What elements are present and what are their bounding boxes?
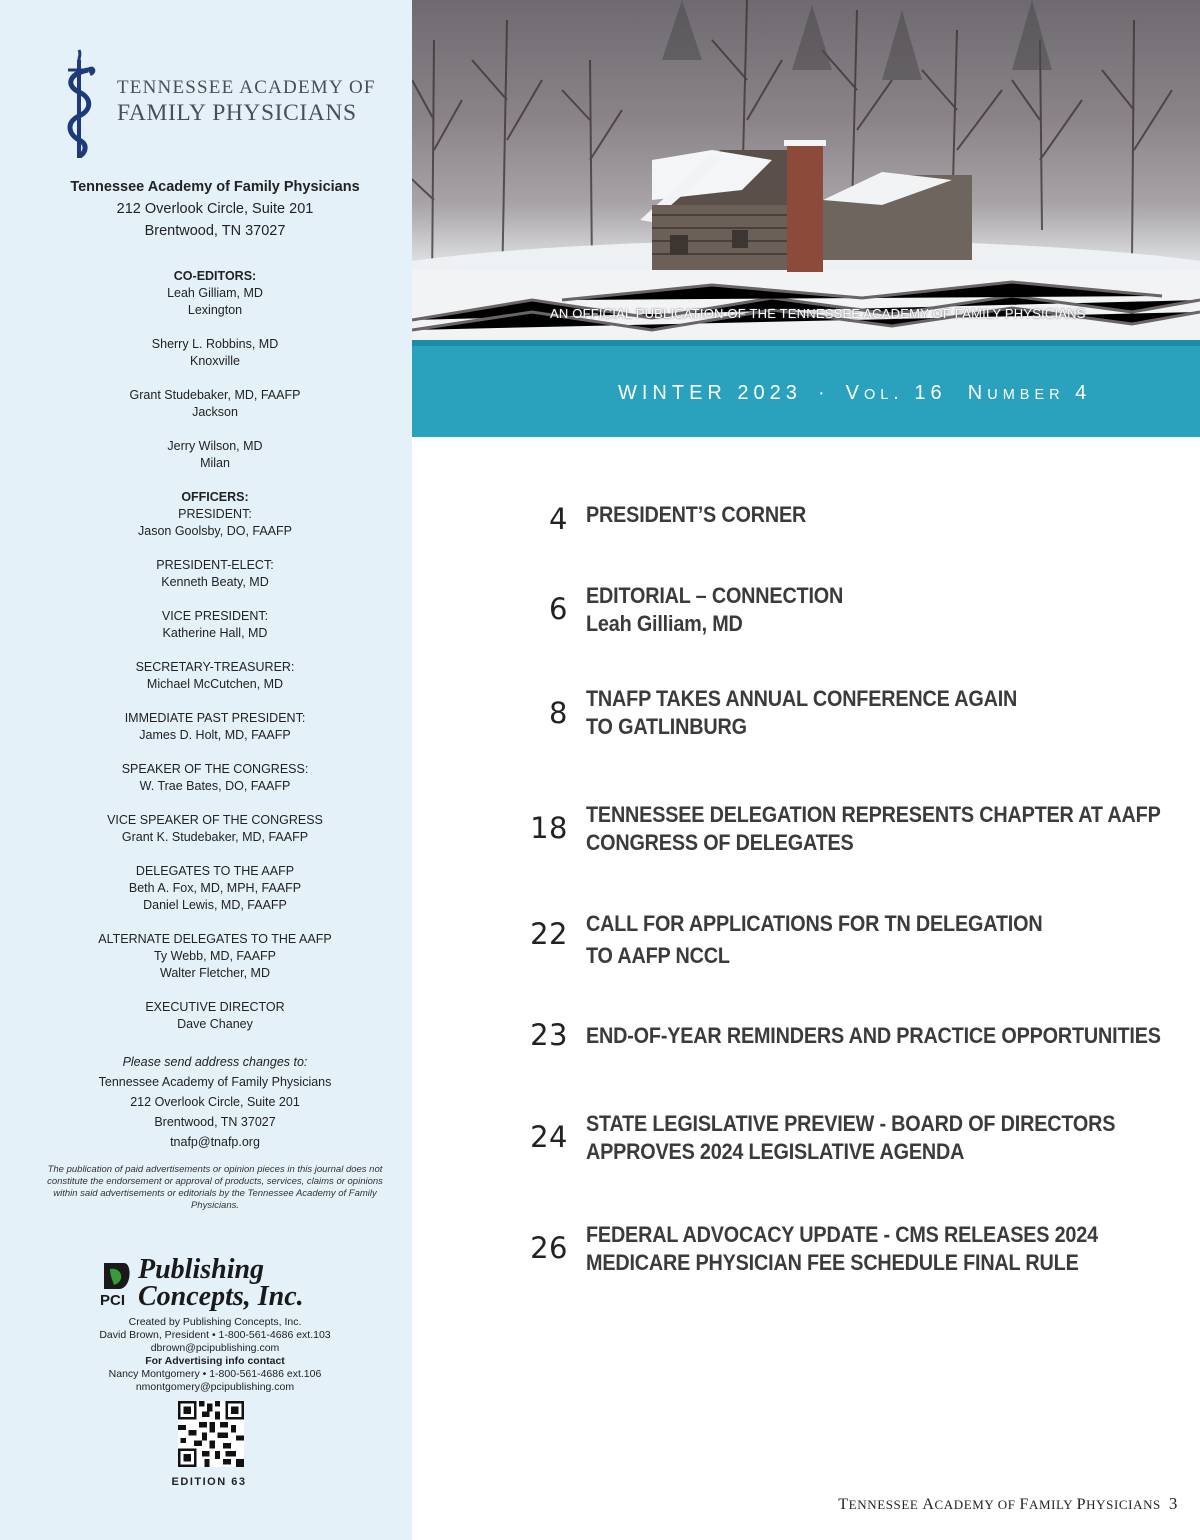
ad-contact-email-link[interactable]: nmontgomery@pcipublishing.com [135, 1381, 295, 1393]
pci-name-line-2: Concepts, Inc. [138, 1281, 304, 1312]
toc-page-number: 18 [530, 811, 568, 845]
pci-wordmark [138, 1256, 304, 1310]
volume-smallcaps: OL [863, 387, 894, 403]
officer-group [0, 999, 430, 1033]
ad-contact-line: Nancy Montgomery • 1-800-561-4686 ext.106 [108, 1368, 322, 1380]
toc-title [586, 1022, 1161, 1050]
toc-title-line: PRESIDENT’S CORNER [586, 502, 807, 527]
org-city: Brentwood, TN 37027 [144, 223, 286, 239]
officer-group [0, 761, 430, 795]
address-intro: Please send address changes to: [122, 1055, 308, 1069]
coeditor-name: Jerry Wilson, MD [167, 439, 263, 453]
number-initial: N [967, 382, 988, 404]
edition-label: EDITION 63 [171, 1476, 247, 1488]
toc-title [586, 1110, 1116, 1166]
toc-title-line: STATE LEGISLATIVE PREVIEW - BOARD OF DIRECTORS [586, 1111, 1116, 1136]
officer-name: Walter Fletcher, MD [160, 966, 270, 980]
toc-title [586, 801, 1161, 857]
publisher-credits [0, 1316, 430, 1394]
qr-code-icon[interactable] [178, 1401, 244, 1467]
toc-title [586, 501, 1090, 529]
officer-name: Dave Chaney [177, 1017, 253, 1031]
toc-title-line: TENNESSEE DELEGATION REPRESENTS CHAPTER AT AAFP [586, 802, 1161, 827]
footer-smallcaps: AMILY [1028, 1497, 1077, 1512]
officer-name: W. Trae Bates, DO, FAAFP [139, 779, 291, 793]
issue-number: 4 [1075, 382, 1092, 404]
toc-title-line: MEDICARE PHYSICIAN FEE SCHEDULE FINAL RULE [586, 1250, 1079, 1275]
address-city: Brentwood, TN 37027 [154, 1115, 276, 1129]
publication-caption: AN OFFICIAL PUBLICATION OF THE TENNESSEE ACADEMY OF FAMILY PHYSICIANS [550, 306, 1086, 321]
org-name: Tennessee Academy of Family Physicians [70, 179, 360, 195]
toc-page-number: 24 [530, 1120, 568, 1154]
footer-initial: F [1019, 1496, 1029, 1513]
volume-initial: V [845, 382, 864, 404]
logo-line-2: FAMILY PHYSICIANS [117, 100, 357, 126]
toc-page-number: 22 [530, 917, 568, 951]
toc-title [586, 908, 1090, 972]
officer-name: Ty Webb, MD, FAAFP [153, 949, 277, 963]
toc-title-line: EDITORIAL – CONNECTION [586, 583, 844, 608]
officer-group [0, 931, 430, 982]
officer-name: Beth A. Fox, MD, MPH, FAAFP [128, 881, 302, 895]
toc-title-line: TO AAFP NCCL [586, 943, 730, 968]
officer-role: IMMEDIATE PAST PRESIDENT: [124, 711, 306, 725]
page-number: 3 [1168, 1494, 1178, 1513]
officer-name: Katherine Hall, MD [162, 626, 268, 640]
credit-line: Created by Publishing Concepts, Inc. [128, 1316, 302, 1328]
number-smallcaps: UMBER [987, 387, 1065, 403]
toc-title-line: APPROVES 2024 LEGISLATIVE AGENDA [586, 1139, 965, 1164]
toc-title-line: TO GATLINBURG [586, 714, 747, 739]
coeditor-city: Milan [200, 456, 230, 470]
officer-role: PRESIDENT-ELECT: [156, 558, 274, 572]
officer-group [0, 557, 430, 591]
address-name: Tennessee Academy of Family Physicians [98, 1075, 332, 1089]
coeditor-city: Jackson [192, 405, 238, 419]
pci-abbreviation: PCI [100, 1292, 126, 1309]
masthead-sidebar [0, 0, 412, 1540]
credit-email-link[interactable]: dbrown@pcipublishing.com [150, 1342, 280, 1354]
footer-initial: T [838, 1496, 849, 1513]
footer-initial: A [922, 1496, 935, 1513]
toc-title [586, 1221, 1098, 1277]
toc-title-line: END-OF-YEAR REMINDERS AND PRACTICE OPPORTUNITIES [586, 1023, 1161, 1048]
caduceus-icon [60, 48, 98, 160]
officer-group [0, 489, 430, 540]
address-email-link[interactable]: tnafp@tnafp.org [170, 1135, 260, 1149]
toc-author: Leah Gilliam, MD [586, 611, 743, 636]
coeditor-city: Lexington [187, 303, 243, 317]
footer-initial: P [1076, 1496, 1087, 1513]
toc-page-number: 4 [549, 502, 568, 536]
volume-number: . 16 [893, 382, 947, 404]
coeditor-group [0, 336, 430, 370]
coeditor-city: Knoxville [189, 354, 241, 368]
toc-title-line: FEDERAL ADVOCACY UPDATE - CMS RELEASES 2024 [586, 1222, 1098, 1247]
officers-heading: OFFICERS: [181, 490, 249, 504]
officer-role: VICE SPEAKER OF THE CONGRESS [107, 813, 323, 827]
coeditors-heading: CO-EDITORS: [173, 269, 257, 283]
toc-page-number: 8 [549, 696, 568, 730]
page-footer [838, 1494, 1178, 1514]
officer-group [0, 608, 430, 642]
officer-role: VICE PRESIDENT: [161, 609, 269, 623]
issue-separator: · [817, 382, 830, 404]
logo-wordmark [117, 78, 376, 126]
ad-heading: For Advertising info contact [145, 1355, 285, 1367]
organization-address [0, 176, 430, 242]
officer-role: EXECUTIVE DIRECTOR [145, 1000, 285, 1014]
footer-smallcaps: ENNESSEE [848, 1497, 923, 1512]
coeditor-group [0, 387, 430, 421]
footer-smallcaps: HYSICIANS [1086, 1497, 1161, 1512]
officer-name: Daniel Lewis, MD, FAAFP [143, 898, 287, 912]
officer-role: SPEAKER OF THE CONGRESS: [121, 762, 309, 776]
officer-group [0, 812, 430, 846]
footer-smallcaps: CADEMY OF [934, 1497, 1020, 1512]
pci-name-line-1: Publishing [138, 1254, 265, 1285]
coeditor-group [0, 438, 430, 472]
pci-logo [100, 1256, 350, 1316]
coeditor-group [0, 268, 430, 319]
issue-banner [412, 340, 1200, 437]
toc-page-number: 23 [530, 1018, 568, 1052]
coeditor-name: Grant Studebaker, MD, FAAFP [129, 388, 301, 402]
officer-group [0, 863, 430, 914]
officer-role: DELEGATES TO THE AAFP [135, 864, 295, 878]
toc-title-line: CONGRESS OF DELEGATES [586, 830, 854, 855]
tafp-logo [60, 48, 380, 163]
officer-name: Jason Goolsby, DO, FAAFP [138, 524, 292, 538]
cover-photo-winter-cabin [412, 0, 1200, 340]
officer-group [0, 710, 430, 744]
officer-name: Kenneth Beaty, MD [161, 575, 269, 589]
toc-title [586, 685, 1090, 741]
credit-line: David Brown, President • 1-800-561-4686 ext.103 [99, 1329, 331, 1341]
masthead-roster [0, 268, 430, 1050]
logo-line-1: TENNESSEE ACADEMY OF [117, 77, 376, 98]
officer-role: PRESIDENT: [178, 507, 252, 521]
officer-group [0, 659, 430, 693]
winter-cabin-illustration [412, 0, 1200, 340]
officer-role: SECRETARY-TREASURER: [135, 660, 295, 674]
toc-title-line: CALL FOR APPLICATIONS FOR TN DELEGATION [586, 911, 1043, 936]
officer-name: Michael McCutchen, MD [146, 677, 284, 691]
coeditor-name: Leah Gilliam, MD [167, 286, 263, 300]
address-change-block [0, 1052, 430, 1152]
officer-name: James D. Holt, MD, FAAFP [139, 728, 291, 742]
officer-role: ALTERNATE DELEGATES TO THE AAFP [98, 932, 332, 946]
officer-name: Grant K. Studebaker, MD, FAAFP [121, 830, 309, 844]
address-street: 212 Overlook Circle, Suite 201 [130, 1095, 300, 1109]
toc-page-number: 6 [549, 592, 568, 626]
org-street: 212 Overlook Circle, Suite 201 [116, 201, 314, 217]
issue-info [618, 382, 1091, 405]
toc-title [586, 582, 1090, 638]
disclaimer-text: The publication of paid advertisements or opinion pieces in this journal does not constitute the endorsement or approval of products, services, claims or opinions within said advertisements or editorials by the Tennessee Academy of Family Physicians. [47, 1164, 383, 1211]
toc-title-line: TNAFP TAKES ANNUAL CONFERENCE AGAIN [586, 686, 1018, 711]
coeditor-name: Sherry L. Robbins, MD [151, 337, 279, 351]
toc-page-number: 26 [530, 1231, 568, 1265]
issue-season: WINTER 2023 [618, 382, 802, 404]
